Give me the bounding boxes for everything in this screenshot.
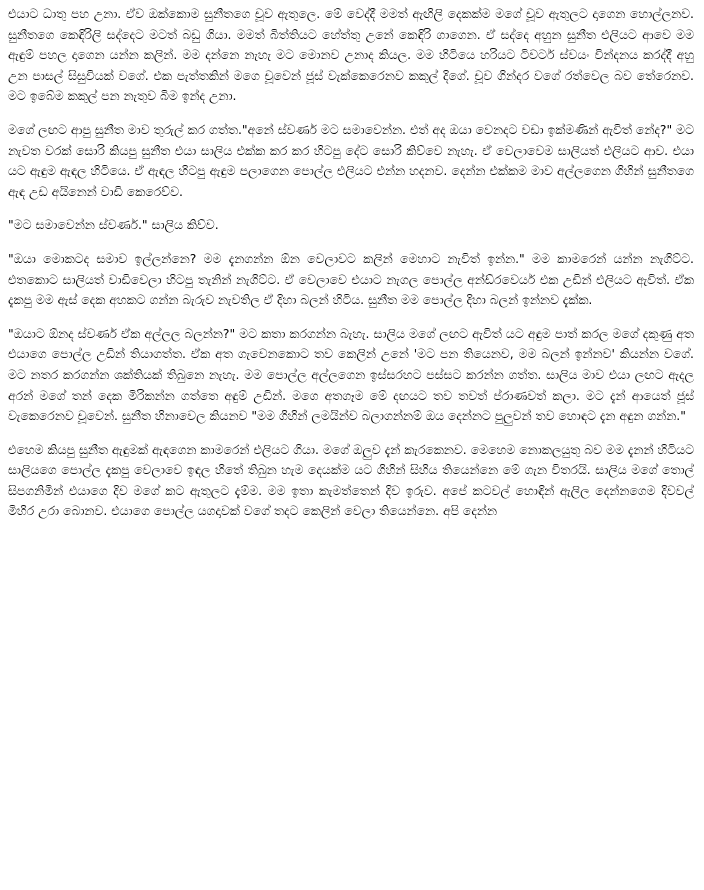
story-text <box>8 4 694 535</box>
paragraph-1: එයාට ධාතු පහ උනා. ඒව ඔක්කොම සුනීතගෙ චූව ඇතුලෙ. මේ වෙද්දී මමත් ඇඟිලි දෙකක්ම මගේ චූව ඇතුලට දාගෙන හොල්ලනව. සුනීතගෙ කෙඳිරිලි සද්දෙට මටත් බඩු ගියා. මමත් බිත්තියට හේත්තු උනේ කෙඳිරි ගාගෙන. ඒ සද්දෙ අහුන සුනීත එලියට ආවෙ මම ඇඳුම් පහල දාගෙන යන්න කලින්. මම දන්නෙ නැහැ මට මොනව උනාද කියල. මම හිටියෙ හරියට ටිවර්ට ස්වයං වින්දනය කරද්දී අහු උන පාසල් සිසුවියක් වගේ. එක පැත්තකින් මගෙ චූවෙන් ජූස් වැක්කෙරෙනව කකුල් දිගේ. චූව ගින්දර වගේ රත්වෙල බව තේරෙනව. මට ඉබේම කකුල් පන නැතුව බිම ඉන්ද උනා. <box>8 6 694 104</box>
paragraph-3: "මට සමාවෙන්න ස්වර්ණ." සාලිය කිව්ව. <box>8 217 219 233</box>
paragraph-5: "ඔයාට ඕනද ස්වර්ණ ඒක අල්ලල බලන්න?" මට කතා කරගන්න බැහැ. සාලිය මගේ ලඟට ඇවිත් යට අඳුම පාත් කරල මගේ දකුණු අත එයාගෙ පොල්ල උඩින් තියාගත්ත. ඒක අත ගැවෙනකොට තව කෙලින් උනේ 'මට පන තියෙනව, මම බලන් ඉන්නව' කියන්න වගේ. මට නතර කරගන්න ශක්තියක් තිබුනෙ නැහැ. මම පොල්ල අල්ලගෙන ඉස්සරහට පස්සට කරන්න ගත්ත. සාලිය මාව එයා ලඟට ඇදල අරන් මගේ තන් දෙක මිරිකන්න ගත්තෙ අඳුම් උඩින්. මගෙ අතගෑම මේ දඟයට තව තවත් ප්රාණවත් කලා. මට දැන් ආයෙත් ජූස් වැකෙරෙනව චූවෙන්. සුනීත හිනාවෙල කියනව "මම ගිහින් ලමයින්ව බලාගන්නම් ඔය දෙන්නට පුලුවන් තව හොඳට දැන අඳුන ගන්න." <box>8 325 694 424</box>
paragraph-6: එහෙම කියපු සුනීත ඇඳුමක් ඇඳගෙන කාමරෙන් එලියට ගියා. මගේ ඔලුව දැන් කැරකෙනව. මෙහෙම නොකලයුතු බව මම දැනන් හිටියට සාලියගෙ පොල්ල දැකපු වෙලාවෙ ඉඳල හිතේ තිබුන හැම දෙයක්ම යට ගිහින් සිහිය තියෙන්නෙ මේ ගැන විතරයි. සාලිය මගේ තොල් සිපගනිමින් එයාගෙ දිව මගේ කට ඇතුලට දැම්ම. මම ඉතා කැමත්තෙන් දිව ඉරුව. අපේ කටවල් හොඳින් ඇලිල දෙන්නගෙම දිවවල් මිහිර උරා බොනව. එයාගෙ පොල්ල යගදාවක් වගේ තදට කෙලින් වෙලා තියෙන්නෙ. අපි දෙන්න <box>8 441 694 519</box>
paragraph-2: මගේ ලඟට ආපු සුනීත මාව තුරුල් කර ගත්ත."අනේ ස්වර්ණ මට සමාවෙන්න. එත් අද ඔයා වෙනදට වඩා ඉක්මණින් ඇවිත් නේද?" මට නැවත වරක් සොරි කියපු සුනීත එයා සාලිය එක්ක කර කර හිටපු දේට සොරි කිව්වෙ නැහැ. ඒ වෙලාවෙම සාලියත් එලියට ආව. එයා යට ඇඳුම ඇඳල හිටියෙ. ඒ ඇඳල හිටපු ඇඳුම පලාගෙන පොල්ල එලියට එන්න හදනව. දෙන්න එක්කම මාව අල්ලගෙන ගිහින් සුනීතගෙ ඇඳ උඩ අයිනෙන් වාඩි කෙරෙව්ව. <box>8 121 694 199</box>
paragraph-4: "ඔයා මොකටද සමාව ඉල්ලන්නෙ? මම දැනගන්න ඕන වෙලාවට කලින් මෙහාට නැවිත් ඉන්න." මම කාමරෙන් යන්න නැගිට්ට. එතකොට සාලියත් වාඩිවෙලා හිටපු තැනින් නැගිට්ට. ඒ වෙලාවෙ එයාට නැගල පොල්ල අන්ඩ්රවෙයර් එක උඩින් එලියට ඇවිත්. ඒක දැකපු මම ඇස් දෙක අහකට ගන්න බැරුව නැවතිල ඒ දිහා බලන් හිටිය. සුනීත මම පොල්ල දිහා බලන් ඉන්නව දැක්ක. <box>8 250 694 308</box>
